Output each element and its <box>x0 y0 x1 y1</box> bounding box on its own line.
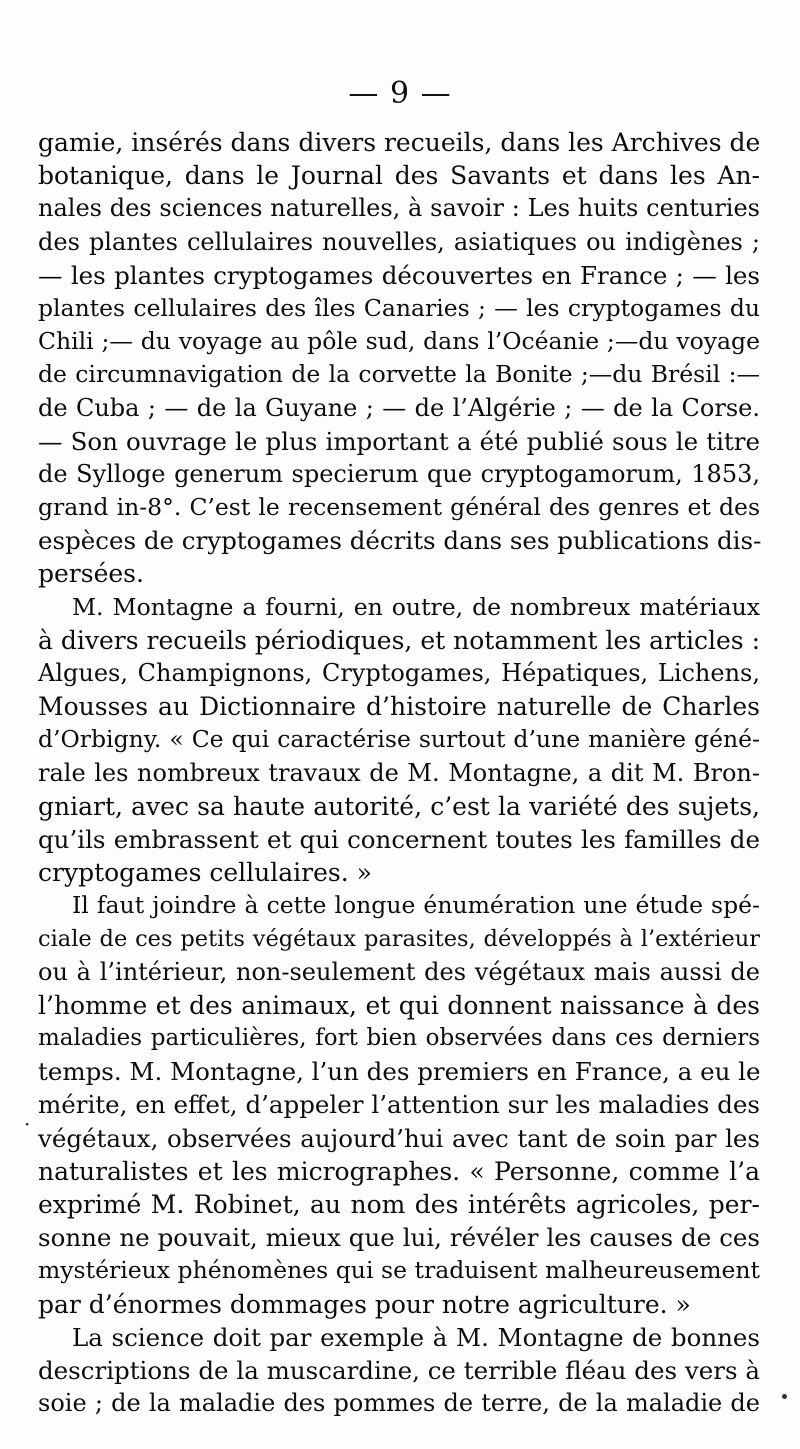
text-line: plantes cellulaires des îles Canaries ; — les cryptogames du <box>38 293 760 322</box>
text-line: de circumnavigation de la corvette la Bonite ;—du Brésil :— <box>38 360 760 389</box>
text-line: ou à l’intérieur, non-seulement des végétaux mais aussi de <box>38 957 760 986</box>
page-number: — 9 — <box>348 76 452 111</box>
text-line: naturalistes et les micrographes. « Personne, comme l’a <box>38 1156 760 1186</box>
text-line: Mousses au Dictionnaire d’histoire naturelle de Charles <box>38 692 760 722</box>
text-line: de Cuba ; — de la Guyane ; — de l’Algérie ; — de la Corse. <box>38 393 760 422</box>
text-line: exprimé M. Robinet, au nom des intérêts agricoles, per- <box>38 1190 760 1219</box>
text-line: M. Montagne a fourni, en outre, de nombreux matériaux <box>72 592 760 621</box>
text-line: Chili ;— du voyage au pôle sud, dans l’Océanie ;—du voyage <box>38 327 760 356</box>
text-line: rale les nombreux travaux de M. Montagne, a dit M. Bron- <box>38 758 760 787</box>
text-line: qu’ils embrassent et qui concernent toutes les familles de <box>38 824 760 854</box>
text-line: persées. <box>38 559 144 589</box>
text-line: nales des sciences naturelles, à savoir : Les huits centuries <box>38 194 760 223</box>
text-line: mérite, en effet, d’appeler l’attention sur les maladies des <box>38 1090 760 1120</box>
text-line: — Son ouvrage le plus important a été publié sous le titre <box>38 426 760 456</box>
text-line: sonne ne pouvait, mieux que lui, révéler les causes de ces <box>38 1223 760 1253</box>
margin-mark: · <box>24 1112 31 1136</box>
text-line: végétaux, observées aujourd’hui avec tant de soin par les <box>38 1123 760 1153</box>
text-line: temps. M. Montagne, l’un des premiers en France, a eu le <box>38 1057 761 1087</box>
text-line: mystérieux phénomènes qui se traduisent malheureusement <box>38 1256 760 1285</box>
text-line: gniart, avec sa haute autorité, c’est la variété des sujets, <box>38 791 760 821</box>
text-line: à divers recueils périodiques, et notamment les articles : <box>38 625 760 655</box>
ink-speck <box>782 1394 787 1399</box>
text-line: maladies particulières, fort bien observées dans ces derniers <box>38 1025 760 1052</box>
text-line: espèces de cryptogames décrits dans ses publications dis- <box>38 526 762 556</box>
text-line: — les plantes cryptogames découvertes en France ; — les <box>38 260 760 290</box>
text-line: gamie, insérés dans divers recueils, dans les Archives de <box>38 128 761 157</box>
text-line: descriptions de la muscardine, ce terrible fléau des vers à <box>38 1355 760 1385</box>
text-line: par d’énormes dommages pour notre agriculture. » <box>38 1289 691 1319</box>
text-line: l’homme et des animaux, et qui donnent naissance à des <box>38 990 760 1020</box>
text-line: d’Orbigny. « Ce qui caractérise surtout d’une manière géné- <box>38 725 760 754</box>
text-line: botanique, dans le Journal des Savants et dans les An- <box>38 161 760 191</box>
text-line: de Sylloge generum specierum que cryptogamorum, 1853, <box>38 459 760 488</box>
text-line: des plantes cellulaires nouvelles, asiatiques ou indigènes ; <box>38 227 760 256</box>
text-line: ciale de ces petits végétaux parasites, développés à l’extérieur <box>38 925 760 952</box>
text-line: cryptogames cellulaires. » <box>38 858 372 888</box>
text-line: Il faut joindre à cette longue énumération une étude spé- <box>72 891 760 920</box>
text-line: soie ; de la maladie des pommes de terre, de la maladie de <box>38 1389 760 1418</box>
text-line: La science doit par exemple à M. Montagne de bonnes <box>72 1322 760 1352</box>
body-text <box>38 126 760 1420</box>
text-line: Algues, Champignons, Cryptogames, Hépatiques, Lichens, <box>38 659 760 687</box>
text-line: grand in-8°. C’est le recensement général des genres et des <box>38 493 760 522</box>
